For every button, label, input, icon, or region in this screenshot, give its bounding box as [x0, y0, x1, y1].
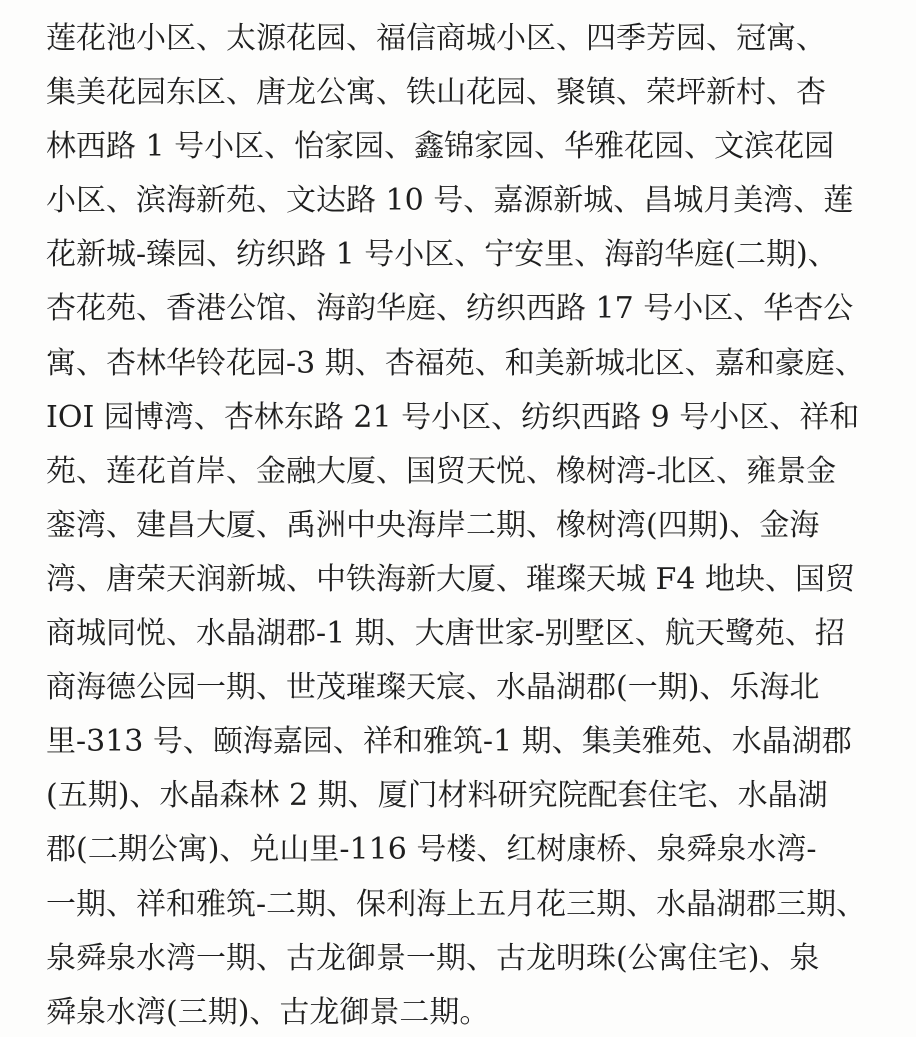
- text-line-17: 一期、祥和雅筑-二期、保利海上五月花三期、水晶湖郡三期、: [46, 886, 867, 922]
- text-line-19: 舜泉水湾(三期)、古龙御景二期。: [46, 994, 490, 1030]
- text-line-2: 集美花园东区、唐龙公寓、铁山花园、聚镇、荣坪新村、杏: [46, 75, 826, 111]
- text-line-18: 泉舜泉水湾一期、古龙御景一期、古龙明珠(公寓住宅)、泉: [46, 940, 820, 976]
- text-line-1: 莲花池小区、太源花园、福信商城小区、四季芳园、冠寓、: [46, 21, 826, 56]
- text-line-3: 林西路 1 号小区、怡家园、鑫锦家园、华雅花园、文滨花园: [46, 129, 835, 165]
- text-line-10: 銮湾、建昌大厦、禹洲中央海岸二期、橡树湾(四期)、金海: [46, 507, 820, 543]
- text-line-15: (五期)、水晶森林 2 期、厦门材料研究院配套住宅、水晶湖: [46, 778, 828, 814]
- text-line-6: 杏花苑、香港公馆、海韵华庭、纺织西路 17 号小区、华杏公: [46, 291, 854, 327]
- text-line-14: 里-313 号、颐海嘉园、祥和雅筑-1 期、集美雅苑、水晶湖郡: [46, 724, 852, 760]
- text-line-11: 湾、唐荣天润新城、中铁海新大厦、璀璨天城 F4 地块、国贸: [46, 561, 855, 597]
- text-line-5: 花新城-臻园、纺织路 1 号小区、宁安里、海韵华庭(二期)、: [46, 237, 838, 273]
- text-line-7: 寓、杏林华铃花园-3 期、杏福苑、和美新城北区、嘉和豪庭、: [46, 345, 865, 381]
- text-line-16: 郡(二期公寓)、兑山里-116 号楼、红树康桥、泉舜泉水湾-: [46, 832, 817, 868]
- text-line-13: 商海德公园一期、世茂璀璨天宸、水晶湖郡(一期)、乐海北: [46, 670, 820, 706]
- text-line-4: 小区、滨海新苑、文达路 10 号、嘉源新城、昌城月美湾、莲: [46, 183, 854, 219]
- text-line-8: IOI 园博湾、杏林东路 21 号小区、纺织西路 9 号小区、祥和: [46, 399, 860, 435]
- body-text: [46, 12, 886, 1040]
- text-line-9: 苑、莲花首岸、金融大厦、国贸天悦、橡树湾-北区、雍景金: [46, 453, 837, 489]
- text-line-12: 商城同悦、水晶湖郡-1 期、大唐世家-别墅区、航天鹭苑、招: [46, 616, 845, 652]
